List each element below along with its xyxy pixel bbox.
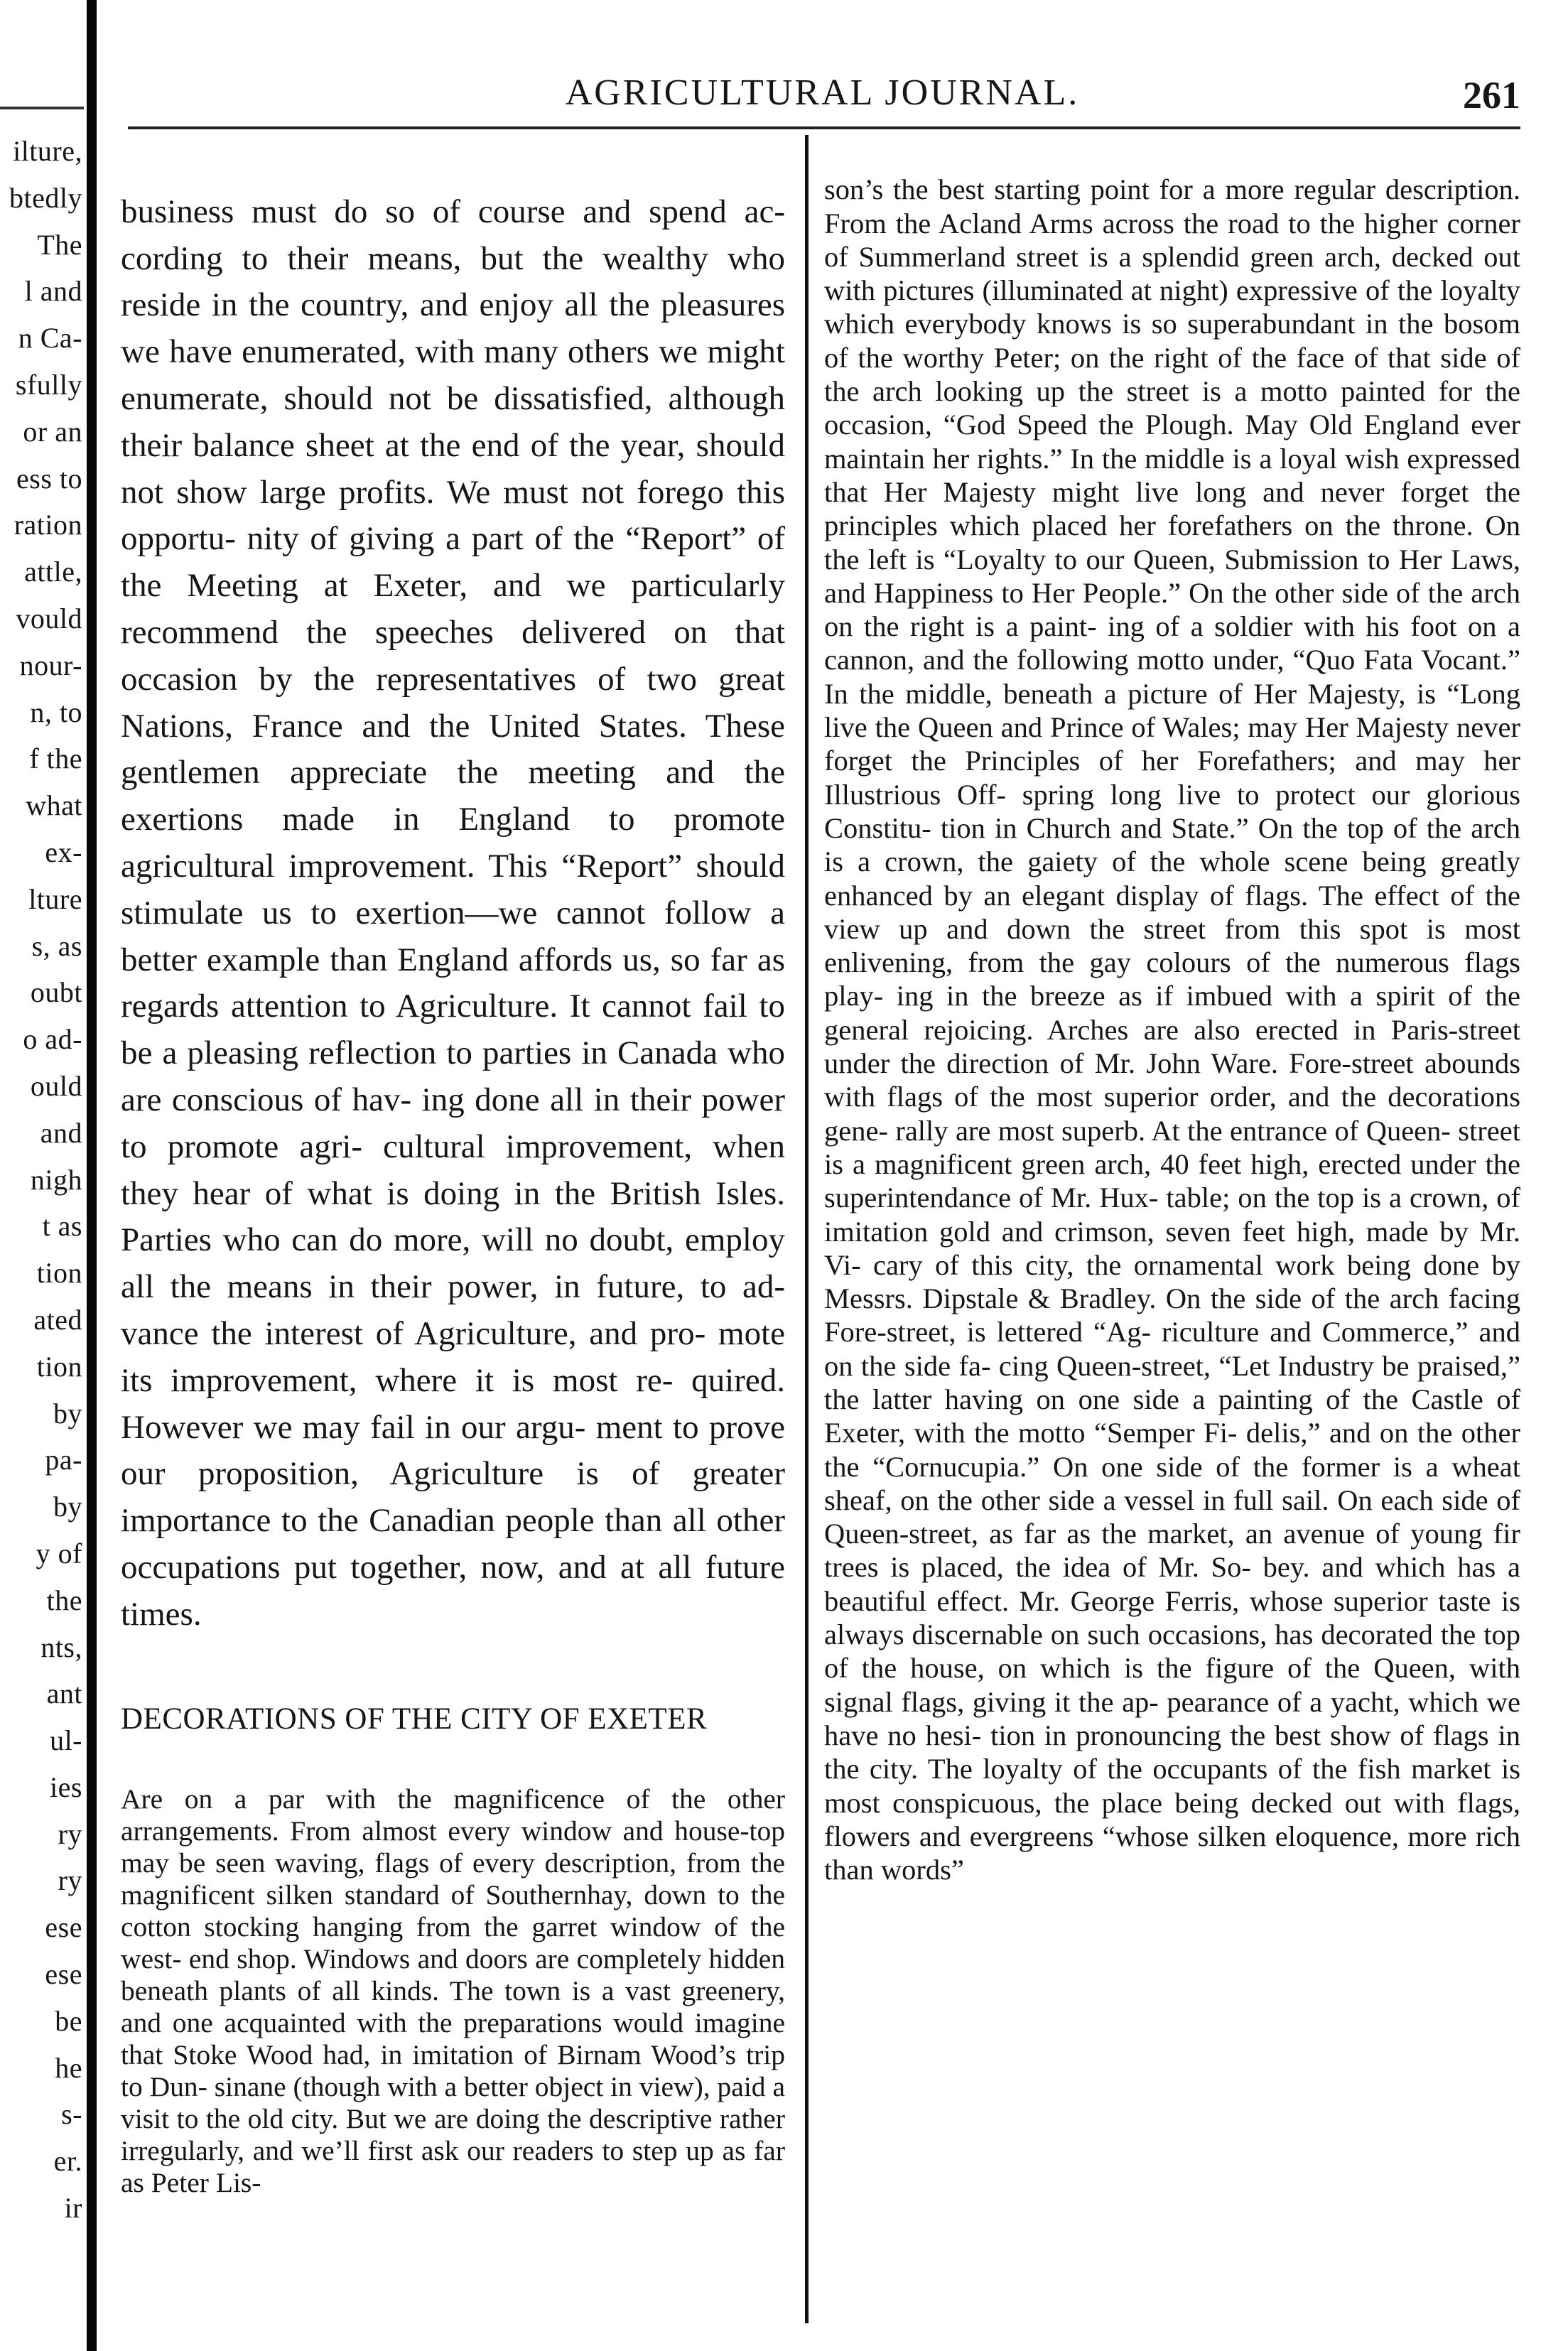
- column-divider: [805, 135, 809, 2323]
- section-heading: DECORATIONS OF THE CITY OF EXETER: [121, 1702, 708, 1736]
- article-paragraph: Are on a par with the magnificence of the other arrangements. From almost every window and house-top may be seen waving, flags of every description, from the magnificent silken standard of Southernhay, down to the cotton stocking hanging from the garret window of the west- end shop. Windows and doors are completely hidden beneath plants of all kinds. The town is a vast greenery, and one acquainted with the preparations would imagine that Stoke Wood had, in imitation of Birnam Wood’s trip to Dun- sinane (though with a better object in view), paid a visit to the old city. But we are doing the descriptive rather irregularly, and we’ll first ask our readers to step up as far as Peter Lis-: [121, 1783, 785, 2198]
- left-column-article: [121, 1751, 785, 2231]
- right-column-paragraph: son’s the best starting point for a more regular description. From the Acland Arms across the road to the higher corner of Summerland street is a splendid green arch, decked out with pictures (illuminated at night) expressive of the loyalty which everybody knows is so superabundant in the bosom of the worthy Peter; on the right of the face of that side of the arch looking up the street is a motto painted for the occasion, “God Speed the Plough. May Old England ever maintain her rights.” In the middle is a loyal wish expressed that Her Majesty might live long and never forget the principles which placed her forefathers on the throne. On the left is “Loyalty to our Queen, Submission to Her Laws, and Happiness to Her People.” On the other side of the arch on the right is a paint- ing of a soldier with his foot on a cannon, and the following motto under, “Quo Fata Vocant.” In the middle, beneath a picture of Her Majesty, is “Long live the Queen and Prince of Wales; may Her Majesty never forget the Principles of her Forefathers; and may her Illustrious Off- spring long live to protect our glorious Constitu- tion in Church and State.” On the top of the arch is a crown, the gaiety of the whole scene being greatly enhanced by an elegant display of flags. The effect of the view up and down the street from this spot is most enlivening, from the gay colours of the numerous flags play- ing in the breeze as if imbued with a spirit of the general rejoicing. Arches are also erected in Paris-street under the direction of Mr. John Ware. Fore-street abounds with flags of the most superior order, and the decorations gene- rally are most superb. At the entrance of Queen- street is a magnificent green arch, 40 feet high, erected under the superintendance of Mr. Hux- table; on the top is a crown, of imitation gold and crimson, seven feet high, made by Mr. Vi- cary of this city, the ornamental work being done by Messrs. Dipstale & Bradley. On the side of the arch facing Fore-street, is lettered “Ag- riculture and Commerce,” and on the side fa- cing Queen-street, “Let Industry be praised,” the latter having on one side a painting of the Castle of Exeter, with the motto “Semper Fi- delis,” and on the other the “Cornucupia.” On one side of the former is a wheat sheaf, on the other side a vessel in full sail. On each side of Queen-street, as far as the market, an avenue of young fir trees is placed, the idea of Mr. So- bey. and which has a beautiful effect. Mr. George Ferris, whose superior taste is always discernable on such occasions, has decorated the top of the house, on which is the figure of the Queen, with signal flags, giving it the ap- pearance of a yacht, which we have no hesi- tion in pronouncing the best show of flags in the city. The loyalty of the occupants of the fish market is most conspicuous, the place being decked out with flags, flowers and evergreens “whose silken eloquence, more rich than words”: [824, 173, 1520, 1886]
- adjacent-page-text: ilture, btedly The l and n Ca- sfully or an ess to ration attle, vould nour- n, to f the what ex- lture s, as oubt o ad- ould and nigh t as tion ated tion by pa- by y of the nts, ant ul- ies ry ry ese ese be he s- er. ir: [9, 135, 82, 2225]
- binding-spine: [87, 0, 97, 2351]
- adjacent-page-rule: [0, 107, 84, 109]
- header-rule: [128, 126, 1520, 129]
- page-number: 261: [1463, 74, 1520, 117]
- running-title: AGRICULTURAL JOURNAL.: [565, 72, 1080, 113]
- adjacent-page-fragment: [0, 0, 85, 2351]
- left-column-paragraph: business must do so of course and spend ac- cording to their means, but the wealthy who reside in the country, and enjoy all the pleasures we have enumerated, with many others we might enumerate, should not be dissatisfied, although their balance sheet at the end of the year, should not show large profits. We must not forego this opportu- nity of giving a part of the “Report” of the Meeting at Exeter, and we particularly recommend the speeches delivered on that occasion by the representatives of two great Nations, France and the United States. These gentlemen appreciate the meeting and the exertions made in England to promote agricultural improvement. This “Report” should stimulate us to exertion—we cannot follow a better example than England affords us, so far as regards attention to Agriculture. It cannot fail to be a pleasing reflection to parties in Canada who are conscious of hav- ing done all in their power to promote agri- cultural improvement, when they hear of what is doing in the British Isles. Parties who can do more, will no doubt, employ all the means in their power, in future, to ad- vance the interest of Agriculture, and pro- mote its improvement, where it is most re- quired. However we may fail in our argu- ment to prove our proposition, Agriculture is of greater importance to the Canadian people than all other occupations put together, now, and at all future times.: [121, 193, 785, 1633]
- left-column-body: [121, 142, 785, 1685]
- page-header: [103, 67, 1542, 117]
- right-column-body: [824, 139, 1520, 1920]
